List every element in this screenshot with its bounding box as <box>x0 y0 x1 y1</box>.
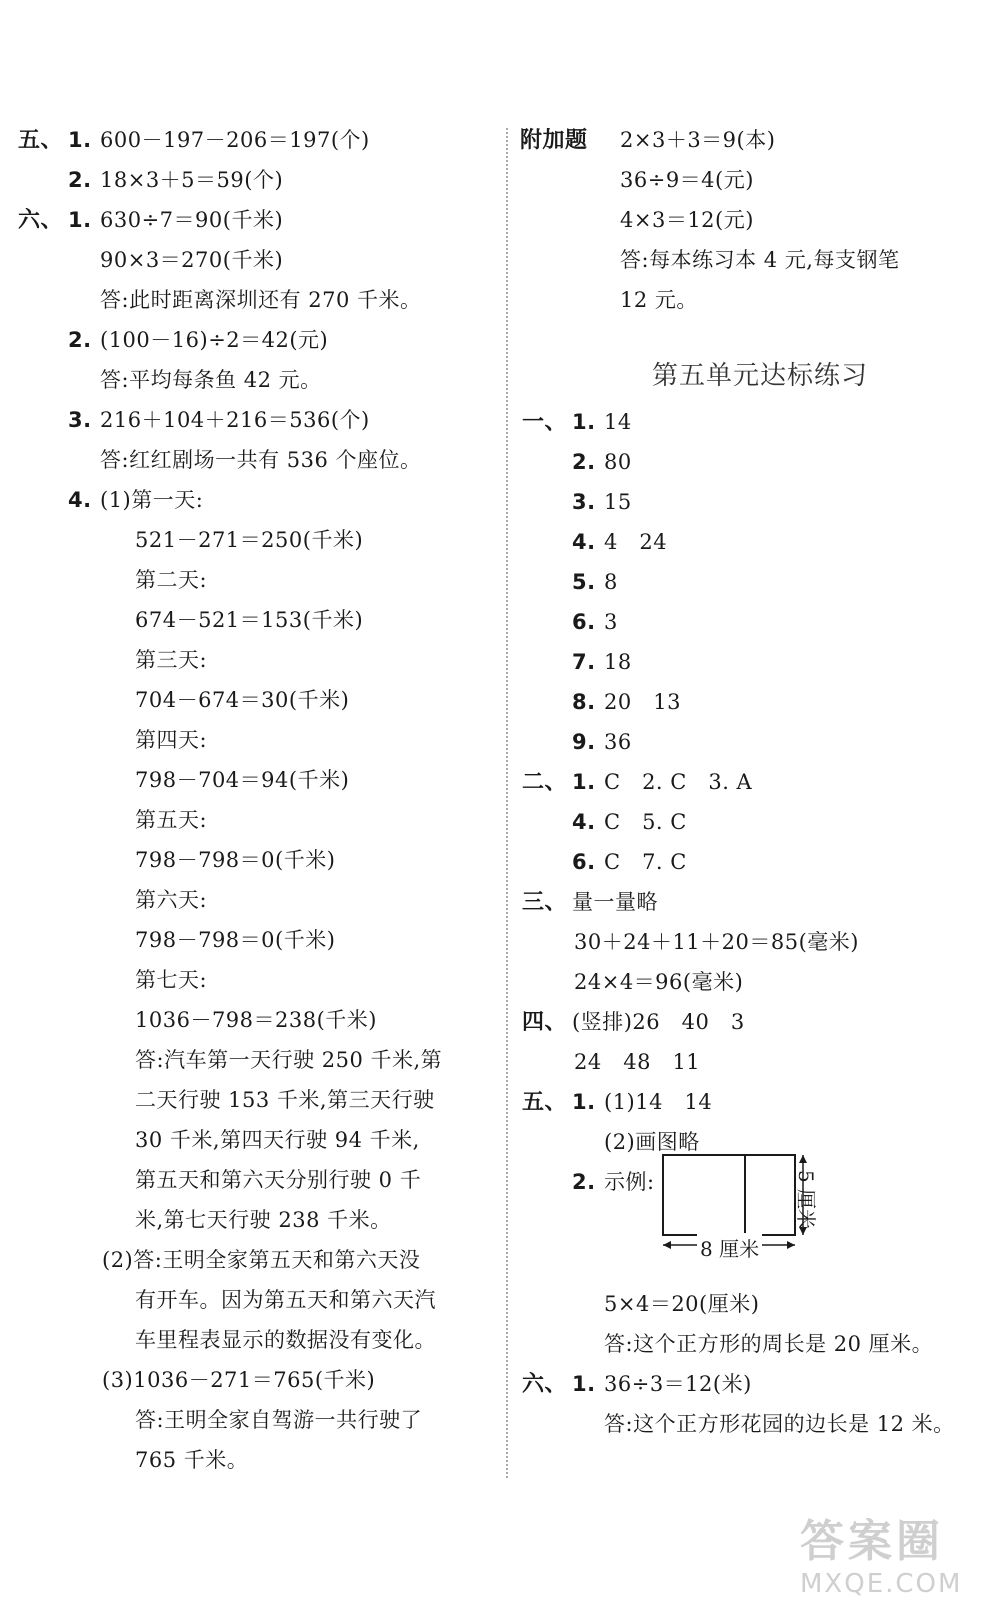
answer-text: 第五天和第六天分别行驶 0 千 <box>135 1168 422 1192</box>
item-number: 1. <box>572 410 596 434</box>
answer-line <box>522 890 658 915</box>
answer-text: 30＋24＋11＋20＝85(毫米) <box>574 930 859 954</box>
answer-text: 798－798＝0(千米) <box>135 848 336 872</box>
answer-line <box>572 610 618 634</box>
answer-line <box>604 1412 955 1436</box>
answer-text: 答:汽车第一天行驶 250 千米,第 <box>135 1048 443 1072</box>
answer-line <box>572 490 632 514</box>
item-number: 3. <box>68 408 92 432</box>
answer-text: 4×3＝12(元) <box>620 208 754 232</box>
answer-text: (2)画图略 <box>604 1130 700 1154</box>
answer-line <box>135 568 207 592</box>
answer-text: C 5. C <box>604 810 687 834</box>
item-number: 4. <box>68 488 92 512</box>
answer-text: 12 元。 <box>620 288 698 312</box>
answer-line <box>572 650 632 674</box>
answer-text: 车里程表显示的数据没有变化。 <box>135 1328 436 1352</box>
answer-line <box>520 128 775 153</box>
item-number: 1. <box>572 1090 596 1114</box>
answer-line <box>522 1372 752 1397</box>
answer-text: 521－271＝250(千米) <box>135 528 364 552</box>
item-number: 6. <box>572 850 596 874</box>
answer-line <box>135 1168 421 1192</box>
answer-text: 15 <box>604 490 632 514</box>
answer-line <box>68 328 328 352</box>
answer-text: 答:红红剧场一共有 536 个座位。 <box>100 448 422 472</box>
answer-line <box>620 208 754 232</box>
answer-line <box>135 728 207 752</box>
answer-line <box>572 690 681 714</box>
answer-text: 704－674＝30(千米) <box>135 688 350 712</box>
answer-line <box>135 1008 377 1032</box>
answer-text: 765 千米。 <box>135 1448 249 1472</box>
answer-text: 36÷3＝12(米) <box>604 1372 752 1396</box>
answer-line <box>102 1368 375 1392</box>
section-label: 附加题 <box>520 128 588 153</box>
answer-text: (1)第一天: <box>100 488 204 512</box>
item-number: 1. <box>68 128 92 152</box>
section-label: 六、 <box>18 208 64 233</box>
answer-text: 24 48 11 <box>574 1050 701 1074</box>
answer-line <box>135 1408 422 1432</box>
item-number: 5. <box>572 570 596 594</box>
answer-text: 米,第七天行驶 238 千米。 <box>135 1208 392 1232</box>
answer-line <box>572 850 687 874</box>
answer-line <box>135 1448 248 1472</box>
answer-line <box>135 1128 420 1152</box>
section-label: 六、 <box>522 1372 568 1397</box>
item-number: 1. <box>68 208 92 232</box>
item-number: 9. <box>572 730 596 754</box>
answer-text: 36 <box>604 730 632 754</box>
answer-text: 4 24 <box>604 530 668 554</box>
answer-text: 20 13 <box>604 690 681 714</box>
answer-text: 18 <box>604 650 632 674</box>
item-number: 6. <box>572 610 596 634</box>
answer-text: 798－798＝0(千米) <box>135 928 336 952</box>
answer-line <box>620 248 899 272</box>
item-number: 8. <box>572 690 596 714</box>
answer-line <box>135 848 335 872</box>
answer-line <box>18 208 283 233</box>
answer-text: C 2. C 3. A <box>604 770 753 794</box>
answer-line <box>135 768 349 792</box>
answer-line <box>135 608 363 632</box>
watermark: 答案圈 MXQE.COM <box>800 1516 963 1599</box>
answer-line <box>135 928 335 952</box>
answer-text: (2)答:王明全家第五天和第六天没 <box>102 1248 421 1272</box>
answer-line <box>135 888 207 912</box>
answer-line <box>135 808 207 832</box>
answer-text: 798－704＝94(千米) <box>135 768 350 792</box>
answer-line <box>102 1248 420 1272</box>
answer-line <box>574 930 859 954</box>
width-label: 8 厘米 <box>697 1233 762 1262</box>
section-label: 四、 <box>522 1010 568 1035</box>
item-number: 7. <box>572 650 596 674</box>
answer-line <box>135 968 207 992</box>
answer-text: 答:每本练习本 4 元,每支钢笔 <box>620 248 900 272</box>
answer-text: 3 <box>604 610 618 634</box>
answer-line <box>18 128 370 153</box>
answer-text: 600－197－206＝197(个) <box>100 128 370 152</box>
answer-line <box>135 1048 442 1072</box>
answer-text: 216＋104＋216＝536(个) <box>100 408 370 432</box>
answer-line <box>572 530 667 554</box>
answer-line <box>135 688 349 712</box>
answer-line <box>572 570 618 594</box>
item-number: 1. <box>572 1372 596 1396</box>
answer-text: (100－16)÷2＝42(元) <box>100 328 329 352</box>
answer-line <box>100 368 322 392</box>
answer-line <box>620 168 754 192</box>
answer-line <box>574 970 743 994</box>
answer-text: 2×3＋3＝9(本) <box>620 128 776 152</box>
section-label: 五、 <box>18 128 64 153</box>
answer-line <box>522 410 632 435</box>
answer-text: (竖排)26 40 3 <box>572 1010 745 1034</box>
answer-line <box>572 450 632 474</box>
answer-text: C 7. C <box>604 850 687 874</box>
answer-line <box>135 1328 436 1352</box>
answer-text: 第六天: <box>135 888 208 912</box>
answer-text: 有开车。因为第五天和第六天汽 <box>135 1288 436 1312</box>
answer-text: 30 千米,第四天行驶 94 千米, <box>135 1128 420 1152</box>
answer-line <box>604 1332 933 1356</box>
answer-text: (3)1036－271＝765(千米) <box>102 1368 376 1392</box>
answer-line <box>620 288 698 312</box>
answer-text: (1)14 14 <box>604 1090 713 1114</box>
section-label: 一、 <box>522 410 568 435</box>
item-number: 2. <box>572 1170 596 1194</box>
section-label: 三、 <box>522 890 568 915</box>
answer-text: 第五天: <box>135 808 208 832</box>
answer-text: 90×3＝270(千米) <box>100 248 284 272</box>
answer-text: 示例: <box>604 1170 655 1194</box>
item-number: 2. <box>68 168 92 192</box>
answer-text: 18×3＋5＝59(个) <box>100 168 284 192</box>
answer-text: 答:此时距离深圳还有 270 千米。 <box>100 288 422 312</box>
answer-line <box>68 168 283 192</box>
answer-text: 第二天: <box>135 568 208 592</box>
answer-line <box>100 288 422 312</box>
answer-text: 二天行驶 153 千米,第三天行驶 <box>135 1088 435 1112</box>
answer-line <box>135 1088 435 1112</box>
item-number: 3. <box>572 490 596 514</box>
answer-line <box>135 648 207 672</box>
answer-text: 36÷9＝4(元) <box>620 168 754 192</box>
answer-text: 答:平均每条鱼 42 元。 <box>100 368 322 392</box>
answer-text: 答:王明全家自驾游一共行驶了 <box>135 1408 423 1432</box>
height-label: 5 厘米 <box>794 1169 819 1230</box>
answer-line <box>574 1050 700 1074</box>
answer-text: 630÷7＝90(千米) <box>100 208 284 232</box>
item-number: 1. <box>572 770 596 794</box>
answer-text: 1036－798＝238(千米) <box>135 1008 377 1032</box>
answer-line <box>135 1288 436 1312</box>
answer-line <box>572 730 632 754</box>
section-label: 二、 <box>522 770 568 795</box>
answer-line <box>522 1010 745 1035</box>
item-number: 4. <box>572 530 596 554</box>
answer-text: 量一量略 <box>572 890 658 914</box>
answer-line <box>68 488 203 512</box>
item-number: 2. <box>572 450 596 474</box>
answer-text: 第三天: <box>135 648 208 672</box>
section-label: 五、 <box>522 1090 568 1115</box>
answer-line <box>572 1170 655 1194</box>
answer-line <box>572 810 687 834</box>
answer-line <box>68 408 370 432</box>
answer-line <box>135 1208 392 1232</box>
answer-line <box>522 770 752 795</box>
answer-text: 8 <box>604 570 618 594</box>
answer-text: 第四天: <box>135 728 208 752</box>
answer-line <box>522 1090 712 1115</box>
answer-text: 24×4＝96(毫米) <box>574 970 744 994</box>
answer-line <box>100 248 283 272</box>
answer-line <box>100 448 422 472</box>
answer-text: 答:这个正方形的周长是 20 厘米。 <box>604 1332 934 1356</box>
answer-text: 第七天: <box>135 968 208 992</box>
answer-text: 答:这个正方形花园的边长是 12 米。 <box>604 1412 955 1436</box>
answer-line <box>604 1292 759 1316</box>
answer-line <box>135 528 363 552</box>
answer-text: 674－521＝153(千米) <box>135 608 364 632</box>
column-divider <box>506 128 508 1478</box>
answer-text: 14 <box>604 410 632 434</box>
item-number: 2. <box>68 328 92 352</box>
section-title: 第五单元达标练习 <box>652 361 869 391</box>
item-number: 4. <box>572 810 596 834</box>
answer-text: 80 <box>604 450 632 474</box>
answer-text: 5×4＝20(厘米) <box>604 1292 760 1316</box>
